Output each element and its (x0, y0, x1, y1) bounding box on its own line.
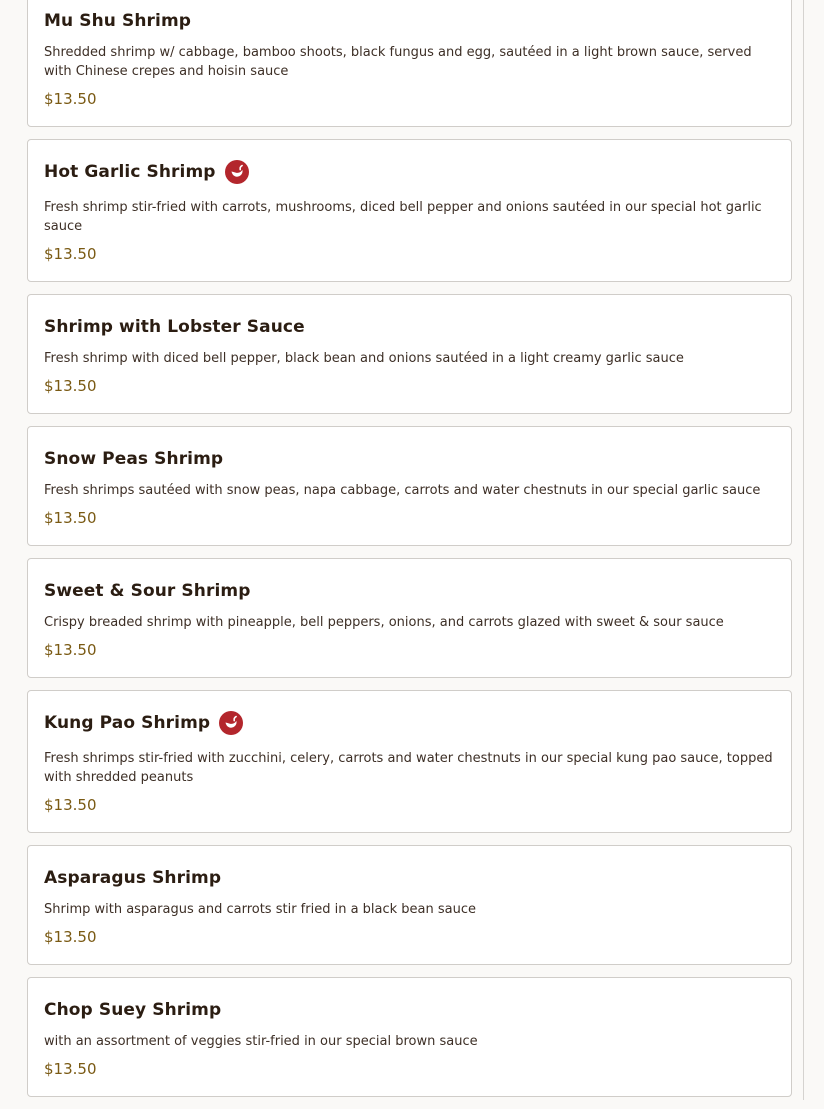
menu-item-price: $13.50 (44, 377, 97, 395)
menu-item-description: Fresh shrimp with diced bell pepper, black bean and onions sautéed in a light creamy garlic sauce (44, 351, 684, 366)
menu-item-card[interactable] (27, 426, 792, 546)
menu-item-header (44, 445, 775, 473)
menu-item-header (44, 709, 775, 737)
menu-item-card[interactable] (27, 558, 792, 678)
menu-item-description: with an assortment of veggies stir-fried in our special brown sauce (44, 1034, 478, 1049)
menu-item-header (44, 7, 775, 35)
chili-pepper-icon (225, 160, 249, 184)
chili-pepper-icon (219, 711, 243, 735)
menu-item-description: Fresh shrimps sautéed with snow peas, napa cabbage, carrots and water chestnuts in our special garlic sauce (44, 483, 761, 498)
menu-item-name: Kung Pao Shrimp (44, 713, 211, 733)
menu-item-name: Mu Shu Shrimp (44, 11, 192, 31)
menu-item-header (44, 158, 775, 186)
menu-item-name: Sweet & Sour Shrimp (44, 581, 251, 601)
menu-item-card[interactable] (27, 0, 792, 127)
menu-item-header (44, 864, 775, 892)
menu-item-name: Asparagus Shrimp (44, 868, 222, 888)
menu-item-header (44, 577, 775, 605)
menu-item-list (27, 0, 792, 1109)
menu-item-card[interactable] (27, 977, 792, 1097)
menu-item-header (44, 313, 775, 341)
menu-item-name: Chop Suey Shrimp (44, 1000, 222, 1020)
menu-item-card[interactable] (27, 294, 792, 414)
scrollbar-divider (803, 0, 804, 1100)
menu-item-name: Shrimp with Lobster Sauce (44, 317, 305, 337)
menu-item-card[interactable] (27, 845, 792, 965)
menu-item-price: $13.50 (44, 928, 97, 946)
menu-item-description: Fresh shrimp stir-fried with carrots, mushrooms, diced bell pepper and onions sautéed in our special hot garlic sauce (44, 200, 762, 234)
menu-item-price: $13.50 (44, 245, 97, 263)
menu-item-price: $13.50 (44, 1060, 97, 1078)
menu-item-description: Shredded shrimp w/ cabbage, bamboo shoots, black fungus and egg, sautéed in a light brown sauce, served with Chinese crepes and hoisin sauce (44, 45, 752, 79)
menu-item-description: Fresh shrimps stir-fried with zucchini, celery, carrots and water chestnuts in our special kung pao sauce, topped with shredded peanuts (44, 751, 773, 785)
menu-item-card[interactable] (27, 139, 792, 282)
menu-item-name: Hot Garlic Shrimp (44, 162, 216, 182)
menu-item-price: $13.50 (44, 90, 97, 108)
menu-item-description: Crispy breaded shrimp with pineapple, bell peppers, onions, and carrots glazed with sweet & sour sauce (44, 615, 724, 630)
menu-item-header (44, 996, 775, 1024)
menu-item-price: $13.50 (44, 796, 97, 814)
menu-item-price: $13.50 (44, 641, 97, 659)
menu-item-name: Snow Peas Shrimp (44, 449, 224, 469)
menu-item-price: $13.50 (44, 509, 97, 527)
menu-item-card[interactable] (27, 690, 792, 833)
menu-item-description: Shrimp with asparagus and carrots stir fried in a black bean sauce (44, 902, 477, 917)
